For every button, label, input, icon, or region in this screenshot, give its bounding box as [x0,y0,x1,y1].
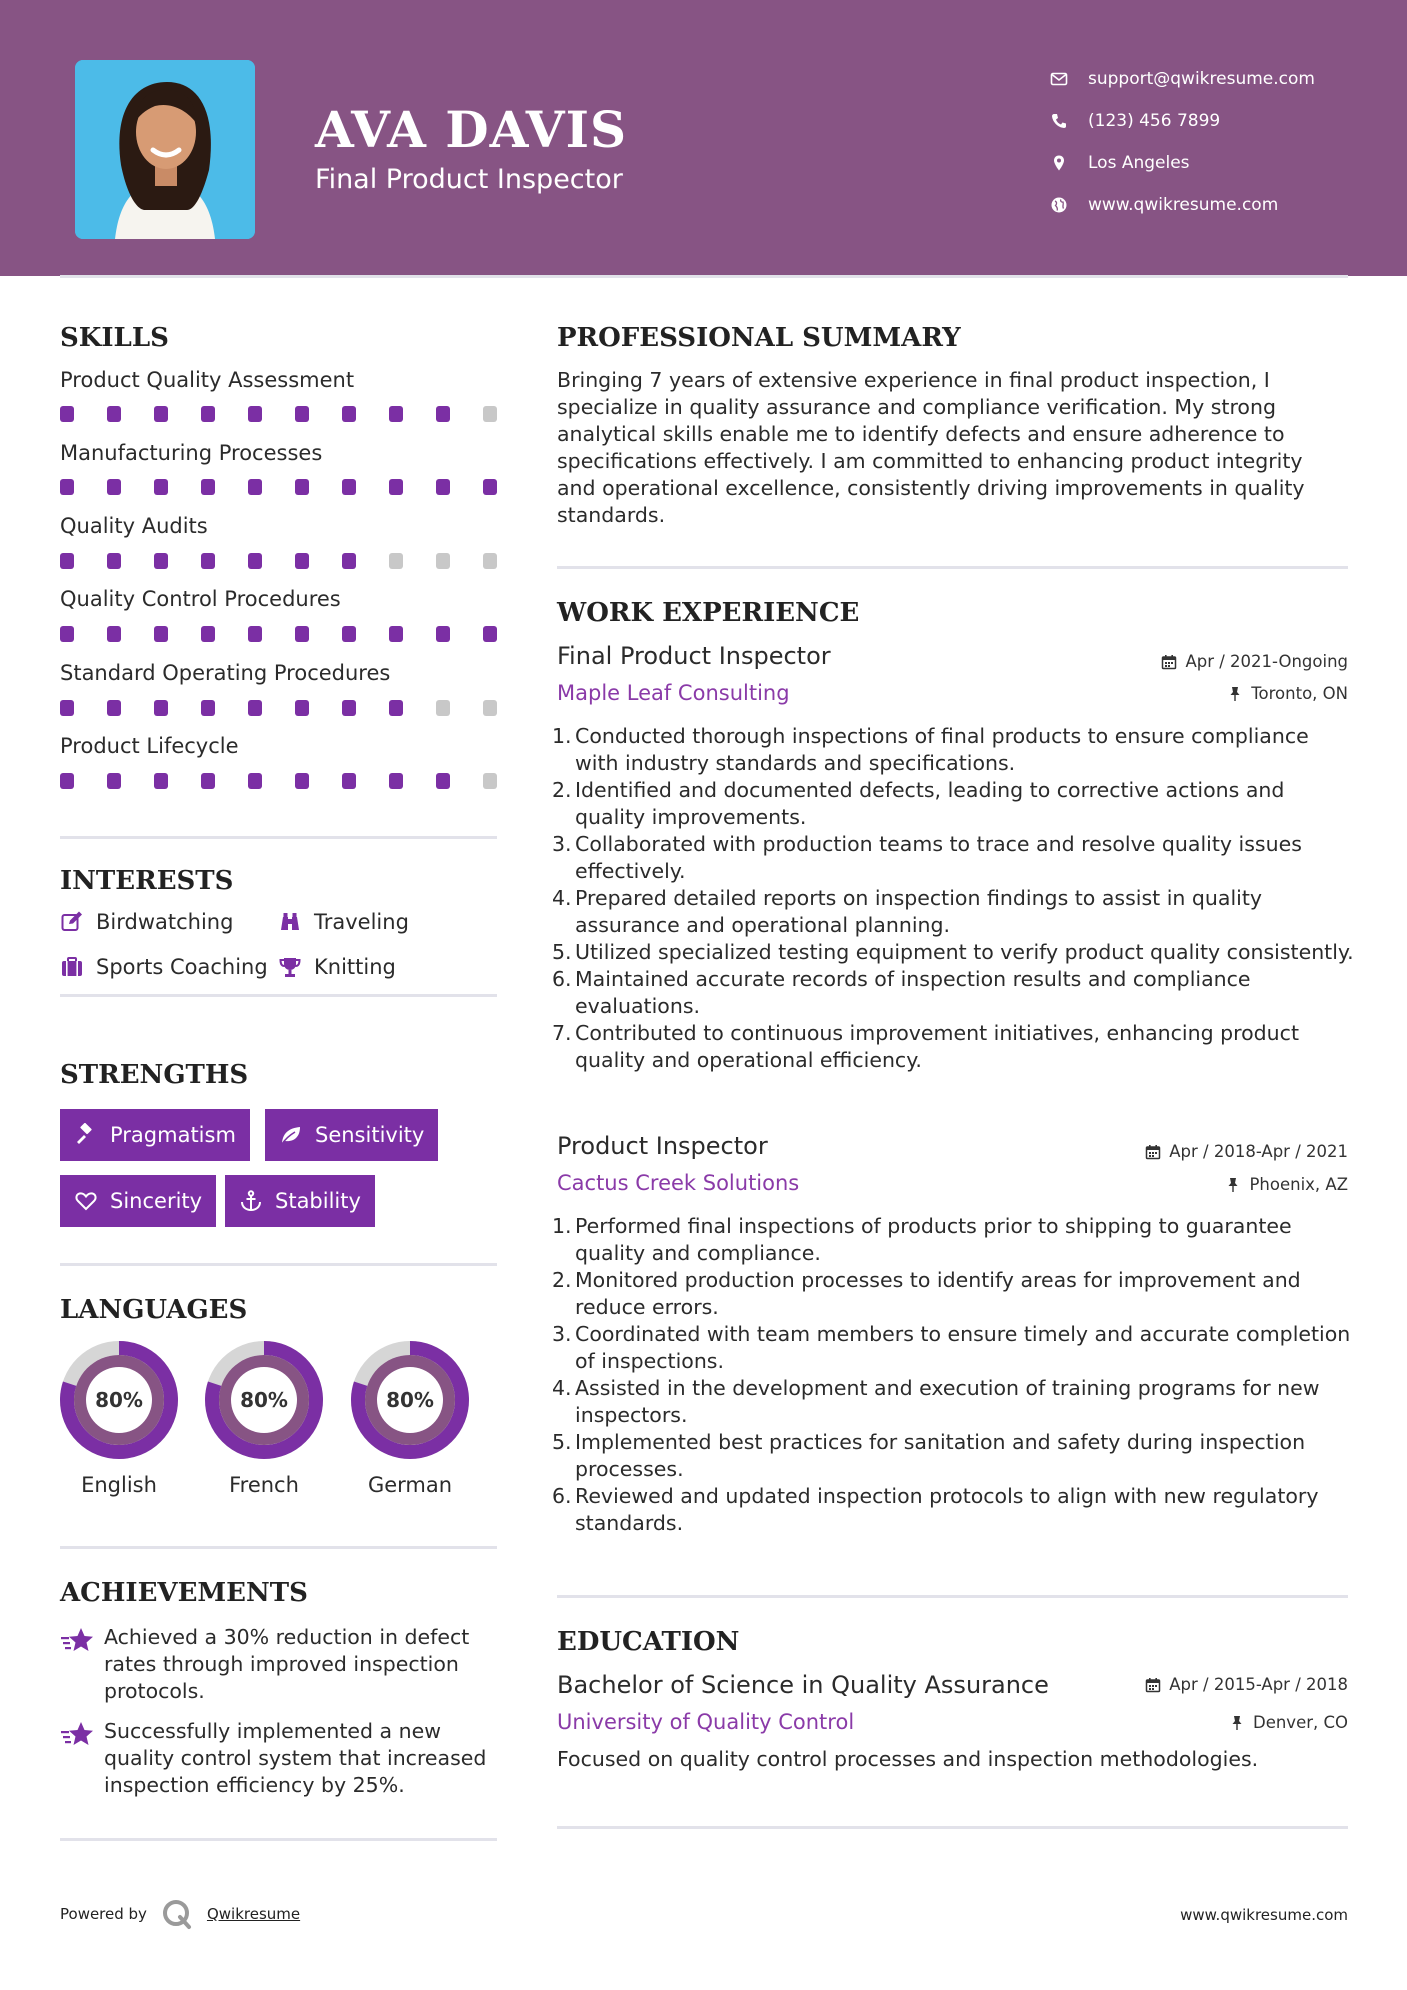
brand-link[interactable]: Qwikresume [206,1905,301,1923]
section-divider [557,566,1348,569]
pushpin-icon [1227,686,1243,702]
job-location [1225,1175,1348,1194]
skill-rating [60,406,497,422]
language-percent: 80% [95,1388,143,1412]
section-divider [60,1263,497,1266]
job-title: Product Inspector [557,1132,768,1160]
contact-website[interactable] [1050,184,1395,226]
rating-dot-filled [107,406,121,422]
edit-icon [60,910,84,934]
header-banner [0,0,1407,276]
rating-dot-empty [436,553,450,569]
interest-item [60,910,233,934]
rating-dot-filled [436,406,450,422]
language-percent: 80% [240,1388,288,1412]
location-pin-icon [1050,154,1068,172]
rating-dot-filled [483,626,497,642]
school-name: University of Quality Control [557,1710,855,1734]
language-gauge [203,1339,325,1461]
duty-item: 5. Implemented best practices for sanitation and safety during inspection processes. [552,1430,1306,1481]
leaf-icon [279,1123,303,1147]
job-date-text: Apr / 2021-Ongoing [1185,652,1348,671]
rating-dot-filled [60,406,74,422]
rating-dot-filled [295,773,309,789]
pushpin-icon [1225,1177,1241,1193]
duty-item: 2. Identified and documented defects, leading to corrective actions and quality improvements. [552,778,1285,829]
interest-label: Birdwatching [96,910,234,934]
language-name: German [367,1473,453,1497]
rating-dot-filled [248,626,262,642]
rating-dot-filled [154,553,168,569]
rating-dot-filled [154,700,168,716]
rating-dot-filled [436,773,450,789]
interest-item [60,955,268,979]
strength-badge [225,1175,375,1227]
skill-name: Manufacturing Processes [60,441,323,465]
contact-website-text: www.qwikresume.com [1088,195,1279,215]
rating-dot-filled [483,479,497,495]
header-divider [60,275,1348,278]
duty-item: 7. Contributed to continuous improvement initiatives, enhancing product quality and operational efficiency. [552,1021,1299,1072]
rating-dot-filled [154,626,168,642]
duty-item: 5. Utilized specialized testing equipment to verify product quality consistently. [552,940,1354,964]
achievements-heading: ACHIEVEMENTS [60,1578,308,1608]
star-icon [60,1626,94,1656]
achievement-text: Successfully implemented a new quality control system that increased inspection efficiency by 25%. [104,1719,487,1797]
language-item [58,1339,180,1497]
rating-dot-filled [389,479,403,495]
contact-phone-text: (123) 456 7899 [1088,111,1221,131]
duty-item: 1. Performed final inspections of products prior to shipping to guarantee quality and compliance. [552,1214,1292,1265]
rating-dot-filled [342,773,356,789]
briefcase-icon [60,955,84,979]
rating-dot-filled [107,626,121,642]
contact-location-text: Los Angeles [1088,153,1190,173]
company-name: Maple Leaf Consulting [557,681,790,705]
contact-phone[interactable] [1050,100,1395,142]
rating-dot-filled [248,700,262,716]
rating-dot-filled [60,700,74,716]
language-gauge [58,1339,180,1461]
interest-label: Traveling [314,910,409,934]
job-date [1145,1142,1348,1161]
strength-label: Stability [275,1189,361,1213]
skill-rating [60,479,497,495]
rating-dot-filled [60,773,74,789]
language-name: French [229,1473,299,1497]
duty-item: 1. Conducted thorough inspections of final products to ensure compliance with industry standards and specifications. [552,724,1309,775]
job-date [1161,652,1348,671]
anchor-icon [239,1189,263,1213]
rating-dot-filled [248,773,262,789]
strength-label: Sincerity [110,1189,203,1213]
job-location [1227,684,1348,703]
duty-item: 6. Reviewed and updated inspection protocols to align with new regulatory standards. [552,1484,1319,1535]
interest-item [278,910,409,934]
rating-dot-filled [342,479,356,495]
rating-dot-filled [248,406,262,422]
rating-dot-filled [107,479,121,495]
achievement-item [60,1718,500,1799]
duty-item: 3. Coordinated with team members to ensure timely and accurate completion of inspections. [552,1322,1351,1373]
skills-heading: SKILLS [60,323,169,353]
rating-dot-filled [60,479,74,495]
skill-rating [60,626,497,642]
achievement-text: Achieved a 30% reduction in defect rates through improved inspection protocols. [104,1625,470,1703]
rating-dot-filled [60,626,74,642]
rating-dot-filled [295,406,309,422]
star-icon [60,1720,94,1750]
rating-dot-filled [436,479,450,495]
calendar-icon [1145,1144,1161,1160]
interest-label: Knitting [314,955,396,979]
strength-label: Sensitivity [315,1123,425,1147]
rating-dot-empty [483,773,497,789]
strength-badge [265,1109,438,1161]
rating-dot-filled [389,773,403,789]
company-name: Cactus Creek Solutions [557,1171,800,1195]
rating-dot-filled [342,626,356,642]
duty-item: 2. Monitored production processes to identify areas for improvement and reduce errors. [552,1268,1301,1319]
candidate-title: Final Product Inspector [315,164,623,195]
rating-dot-empty [389,553,403,569]
rating-dot-filled [60,553,74,569]
binoculars-icon [278,910,302,934]
section-divider [60,1546,497,1549]
calendar-icon [1145,1677,1161,1693]
interest-item [278,955,396,979]
skill-name: Standard Operating Procedures [60,661,391,685]
gavel-icon [74,1123,98,1147]
duties-list [552,1213,1357,1537]
duty-item: 4. Prepared detailed reports on inspection findings to assist in quality assurance and operational planning. [552,886,1263,937]
duty-item: 4. Assisted in the development and execution of training programs for new inspectors. [552,1376,1320,1427]
rating-dot-filled [154,479,168,495]
language-percent: 80% [386,1388,434,1412]
footer-powered-by [60,1898,300,1930]
rating-dot-empty [483,406,497,422]
rating-dot-filled [389,700,403,716]
rating-dot-filled [201,479,215,495]
strength-badge [60,1175,216,1227]
footer-website[interactable]: www.qwikresume.com [1180,1906,1348,1924]
rating-dot-filled [201,553,215,569]
language-name: English [81,1473,157,1497]
qwikresume-logo-icon [161,1898,193,1930]
interests-heading: INTERESTS [60,866,234,896]
section-divider [60,836,497,839]
rating-dot-filled [107,553,121,569]
skill-rating [60,773,497,789]
language-item [349,1339,471,1497]
job-location-text: Toronto, ON [1251,684,1348,703]
strength-label: Pragmatism [110,1123,236,1147]
education-location [1229,1713,1348,1732]
job-date-text: Apr / 2018-Apr / 2021 [1169,1142,1348,1161]
rating-dot-filled [295,479,309,495]
envelope-icon [1050,70,1068,88]
section-divider [60,1838,497,1841]
contact-location [1050,142,1395,184]
languages-heading: LANGUAGES [60,1295,248,1325]
profile-photo [75,60,255,239]
rating-dot-filled [107,700,121,716]
rating-dot-filled [154,406,168,422]
pushpin-icon [1229,1715,1245,1731]
rating-dot-filled [295,626,309,642]
education-date [1145,1675,1348,1694]
rating-dot-empty [483,553,497,569]
skill-name: Product Quality Assessment [60,368,355,392]
rating-dot-filled [342,700,356,716]
language-item [203,1339,325,1497]
summary-heading: PROFESSIONAL SUMMARY [557,323,961,353]
rating-dot-filled [201,406,215,422]
rating-dot-filled [107,773,121,789]
rating-dot-filled [248,553,262,569]
strength-badge [60,1109,250,1161]
calendar-icon [1161,654,1177,670]
education-date-text: Apr / 2015-Apr / 2018 [1169,1675,1348,1694]
degree-title: Bachelor of Science in Quality Assurance [557,1671,1049,1699]
skill-rating [60,553,497,569]
rating-dot-filled [248,479,262,495]
experience-heading: WORK EXPERIENCE [557,598,860,628]
skill-name: Quality Audits [60,514,208,538]
rating-dot-filled [389,406,403,422]
language-gauge [349,1339,471,1461]
powered-by-label: Powered by [60,1905,147,1923]
education-location-text: Denver, CO [1252,1713,1348,1732]
section-divider [557,1826,1348,1829]
section-divider [60,994,497,997]
duty-item: 3. Collaborated with production teams to trace and resolve quality issues effectively. [552,832,1302,883]
rating-dot-filled [154,773,168,789]
section-divider [557,1595,1348,1598]
summary-text: Bringing 7 years of extensive experience in final product inspection, I specialize in quality assurance and compliance verification. My strong analytical skills enable me to identify defects and ensure adherence to specifications effectively. I am committed to enhancing product integrity and operational excellence, consistently driving improvements in quality standards. [557,368,1305,527]
rating-dot-filled [201,773,215,789]
duties-list [552,723,1357,1074]
education-heading: EDUCATION [557,1627,740,1657]
candidate-name: AVA DAVIS [315,100,628,159]
phone-icon [1050,112,1068,130]
trophy-icon [278,955,302,979]
skill-name: Product Lifecycle [60,734,239,758]
strengths-heading: STRENGTHS [60,1060,249,1090]
heart-icon [74,1189,98,1213]
contact-list [1050,58,1395,226]
skill-rating [60,700,497,716]
rating-dot-filled [342,553,356,569]
rating-dot-filled [389,626,403,642]
rating-dot-empty [483,700,497,716]
rating-dot-empty [436,700,450,716]
globe-icon [1050,196,1068,214]
achievement-item [60,1624,500,1705]
contact-email[interactable] [1050,58,1395,100]
rating-dot-filled [295,700,309,716]
rating-dot-filled [295,553,309,569]
contact-email-text: support@qwikresume.com [1088,69,1315,89]
skill-name: Quality Control Procedures [60,587,341,611]
interest-label: Sports Coaching [96,955,268,979]
job-title: Final Product Inspector [557,642,831,670]
rating-dot-filled [436,626,450,642]
rating-dot-filled [201,700,215,716]
job-location-text: Phoenix, AZ [1249,1175,1348,1194]
education-description: Focused on quality control processes and inspection methodologies. [557,1747,1259,1771]
rating-dot-filled [342,406,356,422]
rating-dot-filled [201,626,215,642]
duty-item: 6. Maintained accurate records of inspection results and compliance evaluations. [552,967,1251,1018]
